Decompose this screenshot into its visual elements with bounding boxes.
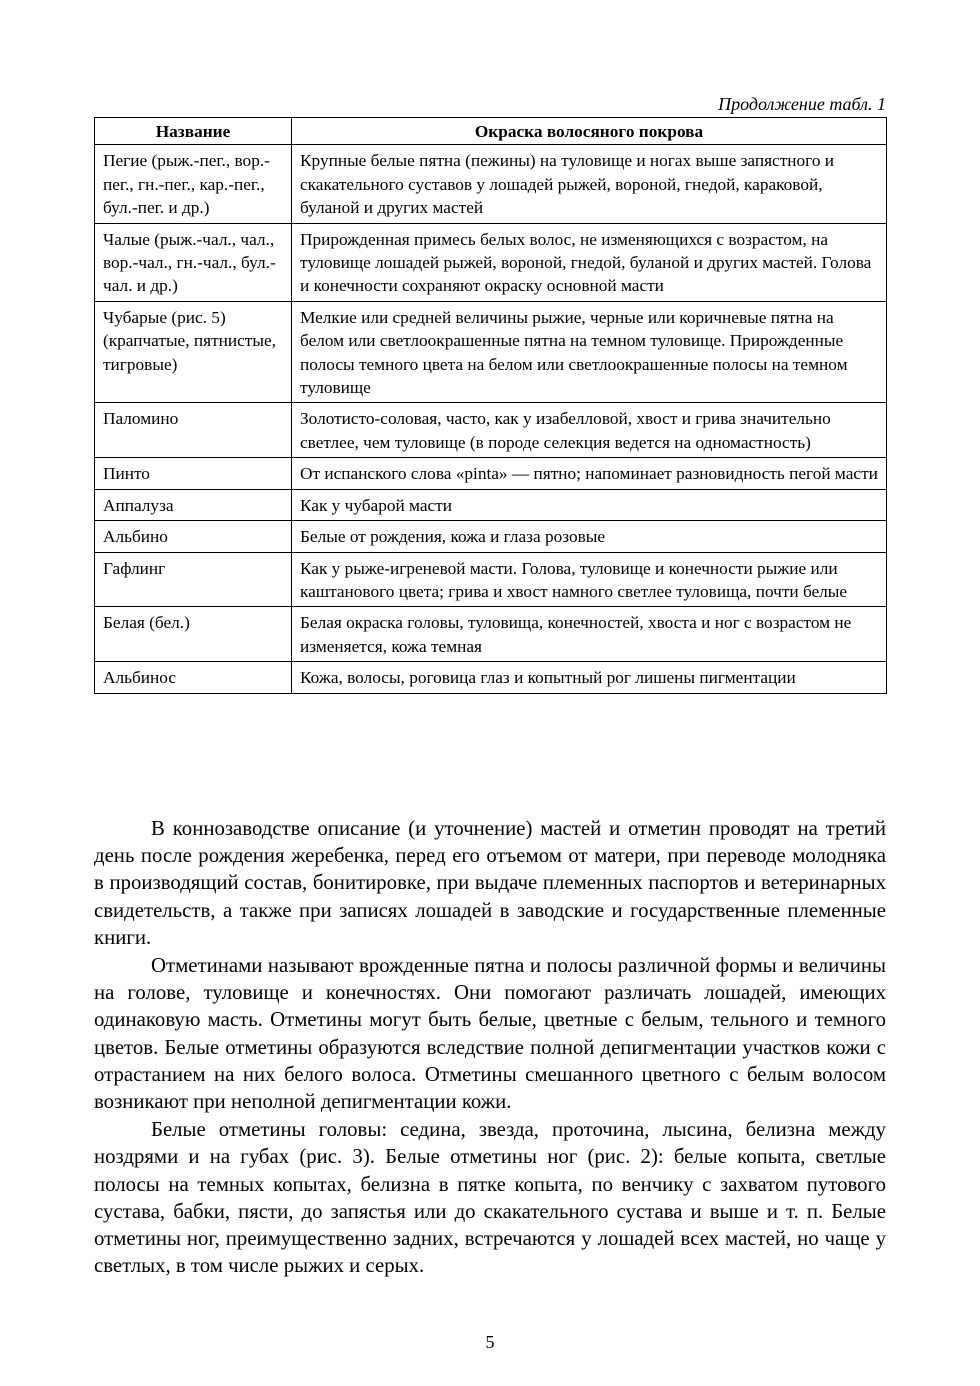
column-header-name: Название <box>95 118 292 145</box>
table-header-row <box>95 118 887 145</box>
row-description-cell: Белые от рождения, кожа и глаза розовые <box>292 521 887 552</box>
table-row <box>95 403 887 458</box>
paragraph-description-timing: В коннозаводстве описание (и уточнение) мастей и отметин проводят на третий день после рождения жеребенка, перед его отъемом от матери, при переводе молодняка в производящий состав, бонитировке, при выдаче племенных паспортов и ветеринарных свидетельств, а также при записях лошадей в заводские и государственные племенные книги. <box>94 817 886 949</box>
row-name-cell: Гафлинг <box>95 552 292 607</box>
table-row <box>95 489 887 520</box>
row-name-cell: Чалые (рыж.-чал., чал., вор.-чал., гн.-чал., бул.-чал. и др.) <box>95 223 292 301</box>
row-description-cell: Белая окраска головы, туловища, конечностей, хвоста и ног с возрастом не изменяется, кожа темная <box>292 607 887 662</box>
table-row <box>95 223 887 301</box>
table-row <box>95 552 887 607</box>
page-number: 5 <box>485 1332 495 1352</box>
table-row <box>95 145 887 223</box>
row-name-cell: Альбинос <box>95 662 292 693</box>
row-description-cell: Золотисто-соловая, часто, как у изабелловой, хвост и грива значительно светлее, чем туловище (в породе селекция ведется на одномастность) <box>292 403 887 458</box>
column-header-coat-color: Окраска волосяного покрова <box>292 118 887 145</box>
row-description-cell: Мелкие или средней величины рыжие, черные или коричневые пятна на белом или светлоокрашенные пятна на темном туловище. Прирожденные полосы темного цвета на белом или светлоокрашенные полосы на темном туловище <box>292 301 887 403</box>
table-row <box>95 458 887 489</box>
row-description-cell: Кожа, волосы, роговица глаз и копытный рог лишены пигментации <box>292 662 887 693</box>
table-row <box>95 662 887 693</box>
row-name-cell: Пегие (рыж.-пег., вор.-пег., гн.-пег., кар.-пег., бул.-пег. и др.) <box>95 145 292 223</box>
row-name-cell: Альбино <box>95 521 292 552</box>
paragraph-markings-definition: Отметинами называют врожденные пятна и полосы различной формы и величины на голове, туловище и конечностях. Они помогают различать лошадей, имеющих одинаковую масть. Отметины могут быть белые, цветные с белым, тельного и темного цветов. Белые отметины образуются вследствие полной депигментации участков кожи с отрастанием на них белого волоса. Отметины смешанного цветного с белым волосом возникают при неполной депигментации кожи. <box>94 954 886 1114</box>
row-description-cell: От испанского слова «pinta» — пятно; напоминает разновидность пегой масти <box>292 458 887 489</box>
table-row <box>95 301 887 403</box>
paragraph-white-markings: Белые отметины головы: седина, звезда, проточина, лысина, белизна между ноздрями и на губах (рис. 3). Белые отметины ног (рис. 2): белые копыта, светлые полосы на темных копытах, белизна в пятке копыта, по венчику с захватом путового сустава, бабки, пясти, до запястья или до скакательного сустава и выше и т. п. Белые отметины ног, преимущественно задних, встречаются у лошадей всех мастей, но чаще у светлых, в том числе рыжих и серых. <box>94 1118 886 1278</box>
row-name-cell: Чубарые (рис. 5) (крапчатые, пятнистые, тигровые) <box>95 301 292 403</box>
table-row <box>95 521 887 552</box>
horse-coat-colors-table <box>94 117 887 694</box>
table-continuation-caption: Продолжение табл. 1 <box>718 94 886 114</box>
row-description-cell: Как у чубарой масти <box>292 489 887 520</box>
body-text <box>94 815 886 1279</box>
row-name-cell: Белая (бел.) <box>95 607 292 662</box>
row-description-cell: Как у рыже-игреневой масти. Голова, туловище и конечности рыжие или каштанового цвета; грива и хвост намного светлее туловища, почти белые <box>292 552 887 607</box>
row-description-cell: Крупные белые пятна (пежины) на туловище и ногах выше запястного и скакательного суставов у лошадей рыжей, вороной, гнедой, караковой, буланой и других мастей <box>292 145 887 223</box>
row-description-cell: Прирожденная примесь белых волос, не изменяющихся с возрастом, на туловище лошадей рыжей, вороной, гнедой, буланой и других мастей. Голова и конечности сохраняют окраску основной масти <box>292 223 887 301</box>
table-row <box>95 607 887 662</box>
row-name-cell: Аппалуза <box>95 489 292 520</box>
row-name-cell: Пинто <box>95 458 292 489</box>
row-name-cell: Паломино <box>95 403 292 458</box>
